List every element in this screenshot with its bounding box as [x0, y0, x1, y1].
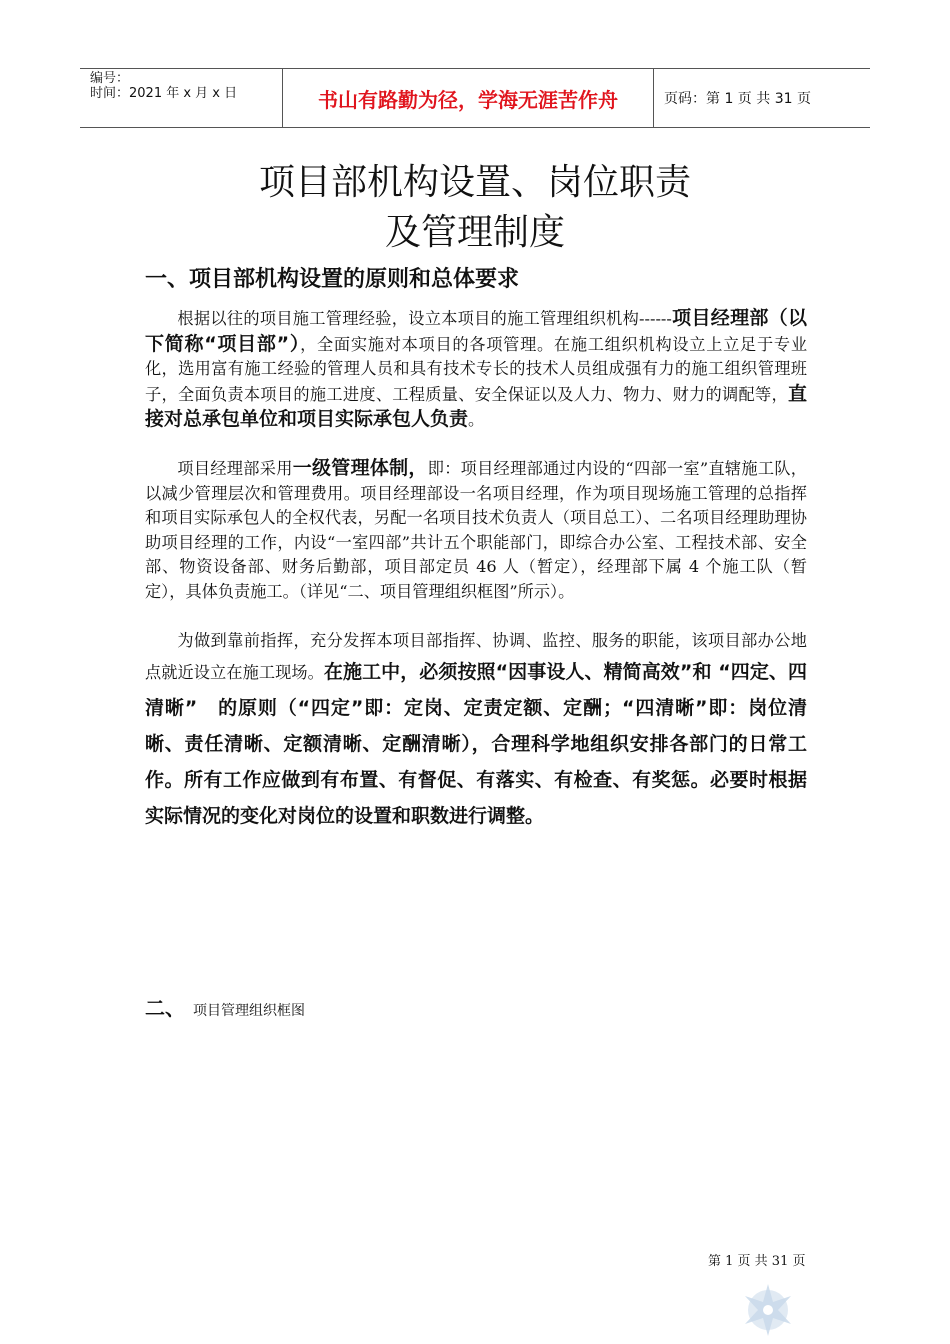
- document-title-line2: 及管理制度: [384, 212, 565, 253]
- paragraph-3: [145, 628, 807, 834]
- page-header: [80, 68, 870, 128]
- paragraph-1-text-a: 根据以往的项目施工管理经验，设立本项目的施工管理组织机构------: [177, 309, 672, 328]
- section1-heading: 一、项目部机构设置的原则和总体要求: [145, 267, 520, 292]
- snowflake-icon: [738, 1280, 798, 1340]
- paragraph-3-text-a: 为做到靠前指挥，充分发挥本项目部指挥、协调、监控、服务的职能，该项目部办公地点就近设立在施工现场。: [145, 631, 807, 682]
- document-title-line1: 项目部机构设置、岗位职责: [258, 162, 691, 203]
- header-meta: [80, 69, 282, 127]
- paragraph-2-text-a: 项目经理部采用: [177, 459, 293, 478]
- paragraph-1-text-c: ，全面实施对本项目的各项管理。在施工组织机构设立上立足于专业化，选用富有施工经验的管理人员和具有技术专长的技术人员组成强有力的施工组织管理班子，全面负责本项目的施工进度、工程质量、安全保证以及人力、物力、财力的调配等，: [145, 334, 808, 404]
- paragraph-3-bold-b: 在施工中，必须按照“因事设人、精简高效”和 “四定、四清晰” 的原则（“四定”即：定岗、定责定额、定酬；“四清晰”即：岗位清晰、责任清晰、定额清晰、定酬清晰），合理科学地组织安排各部门的日常工作。所有工作应做到有布置、有督促、有落实、有检查、有奖惩。必要时根据实际情况的变化对岗位的设置和职数进行调整。: [145, 661, 808, 827]
- document-date: 时间：2021 年 x 月 x 日: [90, 86, 238, 101]
- header-page-info: 页码：第 1 页 共 31 页: [664, 91, 811, 107]
- section2-heading: [145, 992, 305, 1021]
- page-footer: 第 1 页 共 31 页: [708, 1254, 806, 1269]
- header-motto: 书山有路勤为径，学海无涯苦作舟: [282, 69, 654, 127]
- paragraph-1-bold-d: 直接对总承包单位和项目实际承包人负责: [145, 382, 807, 430]
- section2-number: 二、: [145, 996, 185, 1020]
- section2-heading-text: 项目管理组织框图: [193, 1003, 305, 1019]
- document-number: 编号：: [90, 71, 130, 86]
- paragraph-2-bold-b: 一级管理体制，: [292, 457, 428, 479]
- paragraph-1: [145, 306, 807, 433]
- paragraph-1-bold-b: 项目经理部（以下简称“项目部”）: [145, 307, 807, 355]
- paragraph-2-text-c: 即：项目经理部通过内设的“四部一室”直辖施工队，以减少管理层次和管理费用。项目经理部设一名项目经理，作为项目现场施工管理的总指挥和项目实际承包人的全权代表，另配一名项目技术负责人（项目总工）、二名项目经理助理协助项目经理的工作，内设“一室四部”共计五个职能部门，即综合办公室、工程技术部、安全部、物资设备部、财务后勤部，项目部定员 46 人（暂定），经理部下属 4 个施工队（暂定），具体负责施工。（详见“二、项目管理组织框图”所示）。: [145, 459, 807, 601]
- paragraph-2: [145, 456, 807, 604]
- paragraph-1-text-e: 。: [468, 410, 485, 429]
